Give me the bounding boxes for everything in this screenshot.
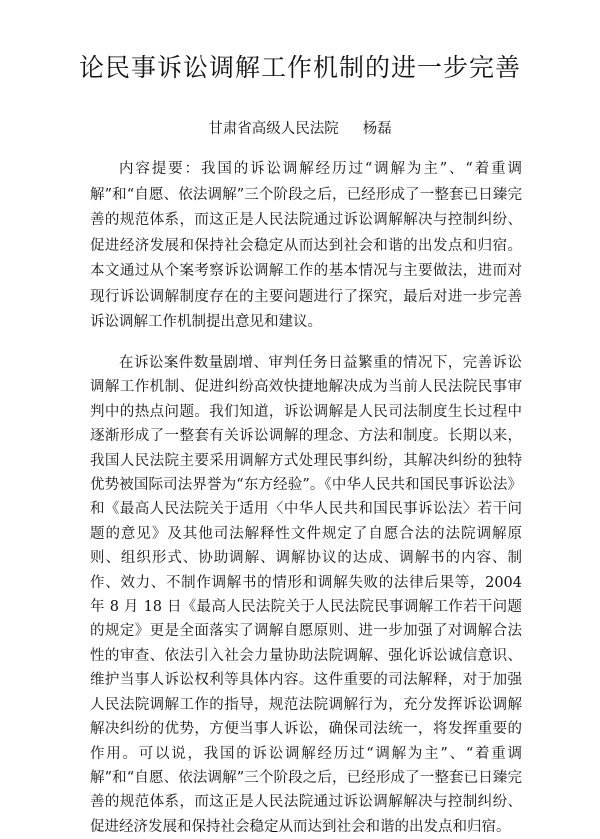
body-paragraph: 在诉讼案件数量剧增、审判任务日益繁重的情况下，完善诉讼调解工作机制、促进纠纷高效快捷地解决成为当前人民法院民事审判中的热点问题。我们知道，诉讼调解是人民司法制度生长过程中逐渐形成了一整套有关诉讼调解的理念、方法和制度。长期以来，我国人民法院主要采用调解方式处理民事纠纷，其解决纠纷的独特优势被国际司法界誉为“东方经验”。《中华人民共和国民事诉讼法》和《最高人民法院关于适用〈中华人民共和国民事诉讼法〉若干问题的意见》及其他司法解释性文件规定了自愿合法的法院调解原则、组织形式、协助调解、调解协议的达成、调解书的内容、制作、效力、不制作调解书的情形和调解失败的法律后果等，2004 年 8 月 18 日《最高人民法院关于人民法院民事调解工作若干问题的规定》更是全面落实了调解自愿原则、进一步加强了对调解合法性的审查、依法引入社会力量协助法院调解、强化诉讼诚信意识、维护当事人诉讼权利等具体内容。这件重要的司法解释，对于加强人民法院调解工作的指导，规范法院调解行为，充分发挥诉讼调解解决纠纷的优势，方便当事人诉讼，确保司法统一，将发挥重要的作用。可以说，我国的诉讼调解经历过“调解为主”、“着重调解”和“自愿、依法调解”三个阶段之后，已经形成了一整套已日臻完善的规范体系，而这正是人民法院通过诉讼调解解决与控制纠纷、促进经济发展和保持社会稳定从而达到社会和谐的出发点和归宿。 bbox=[90, 355, 522, 835]
article-title: 论民事诉讼调解工作机制的进一步完善 bbox=[78, 53, 521, 82]
author-byline bbox=[0, 117, 600, 138]
author-name: 杨磊 bbox=[362, 121, 392, 137]
author-affiliation: 甘肃省高级人民法院 bbox=[208, 121, 339, 137]
abstract-paragraph: 内容提要：我国的诉讼调解经历过“调解为主”、“着重调解”和“自愿、依法调解”三个阶段之后，已经形成了一整套已日臻完善的规范体系，而这正是人民法院通过诉讼调解解决与控制纠纷、促进经济发展和保持社会稳定从而达到社会和谐的出发点和归宿。本文通过从个案考察诉讼调解工作的基本情况与主要做法，进而对现行诉讼调解制度存在的主要问题进行了探究，最后对进一步完善诉讼调解工作机制提出意见和建议。 bbox=[90, 161, 522, 330]
